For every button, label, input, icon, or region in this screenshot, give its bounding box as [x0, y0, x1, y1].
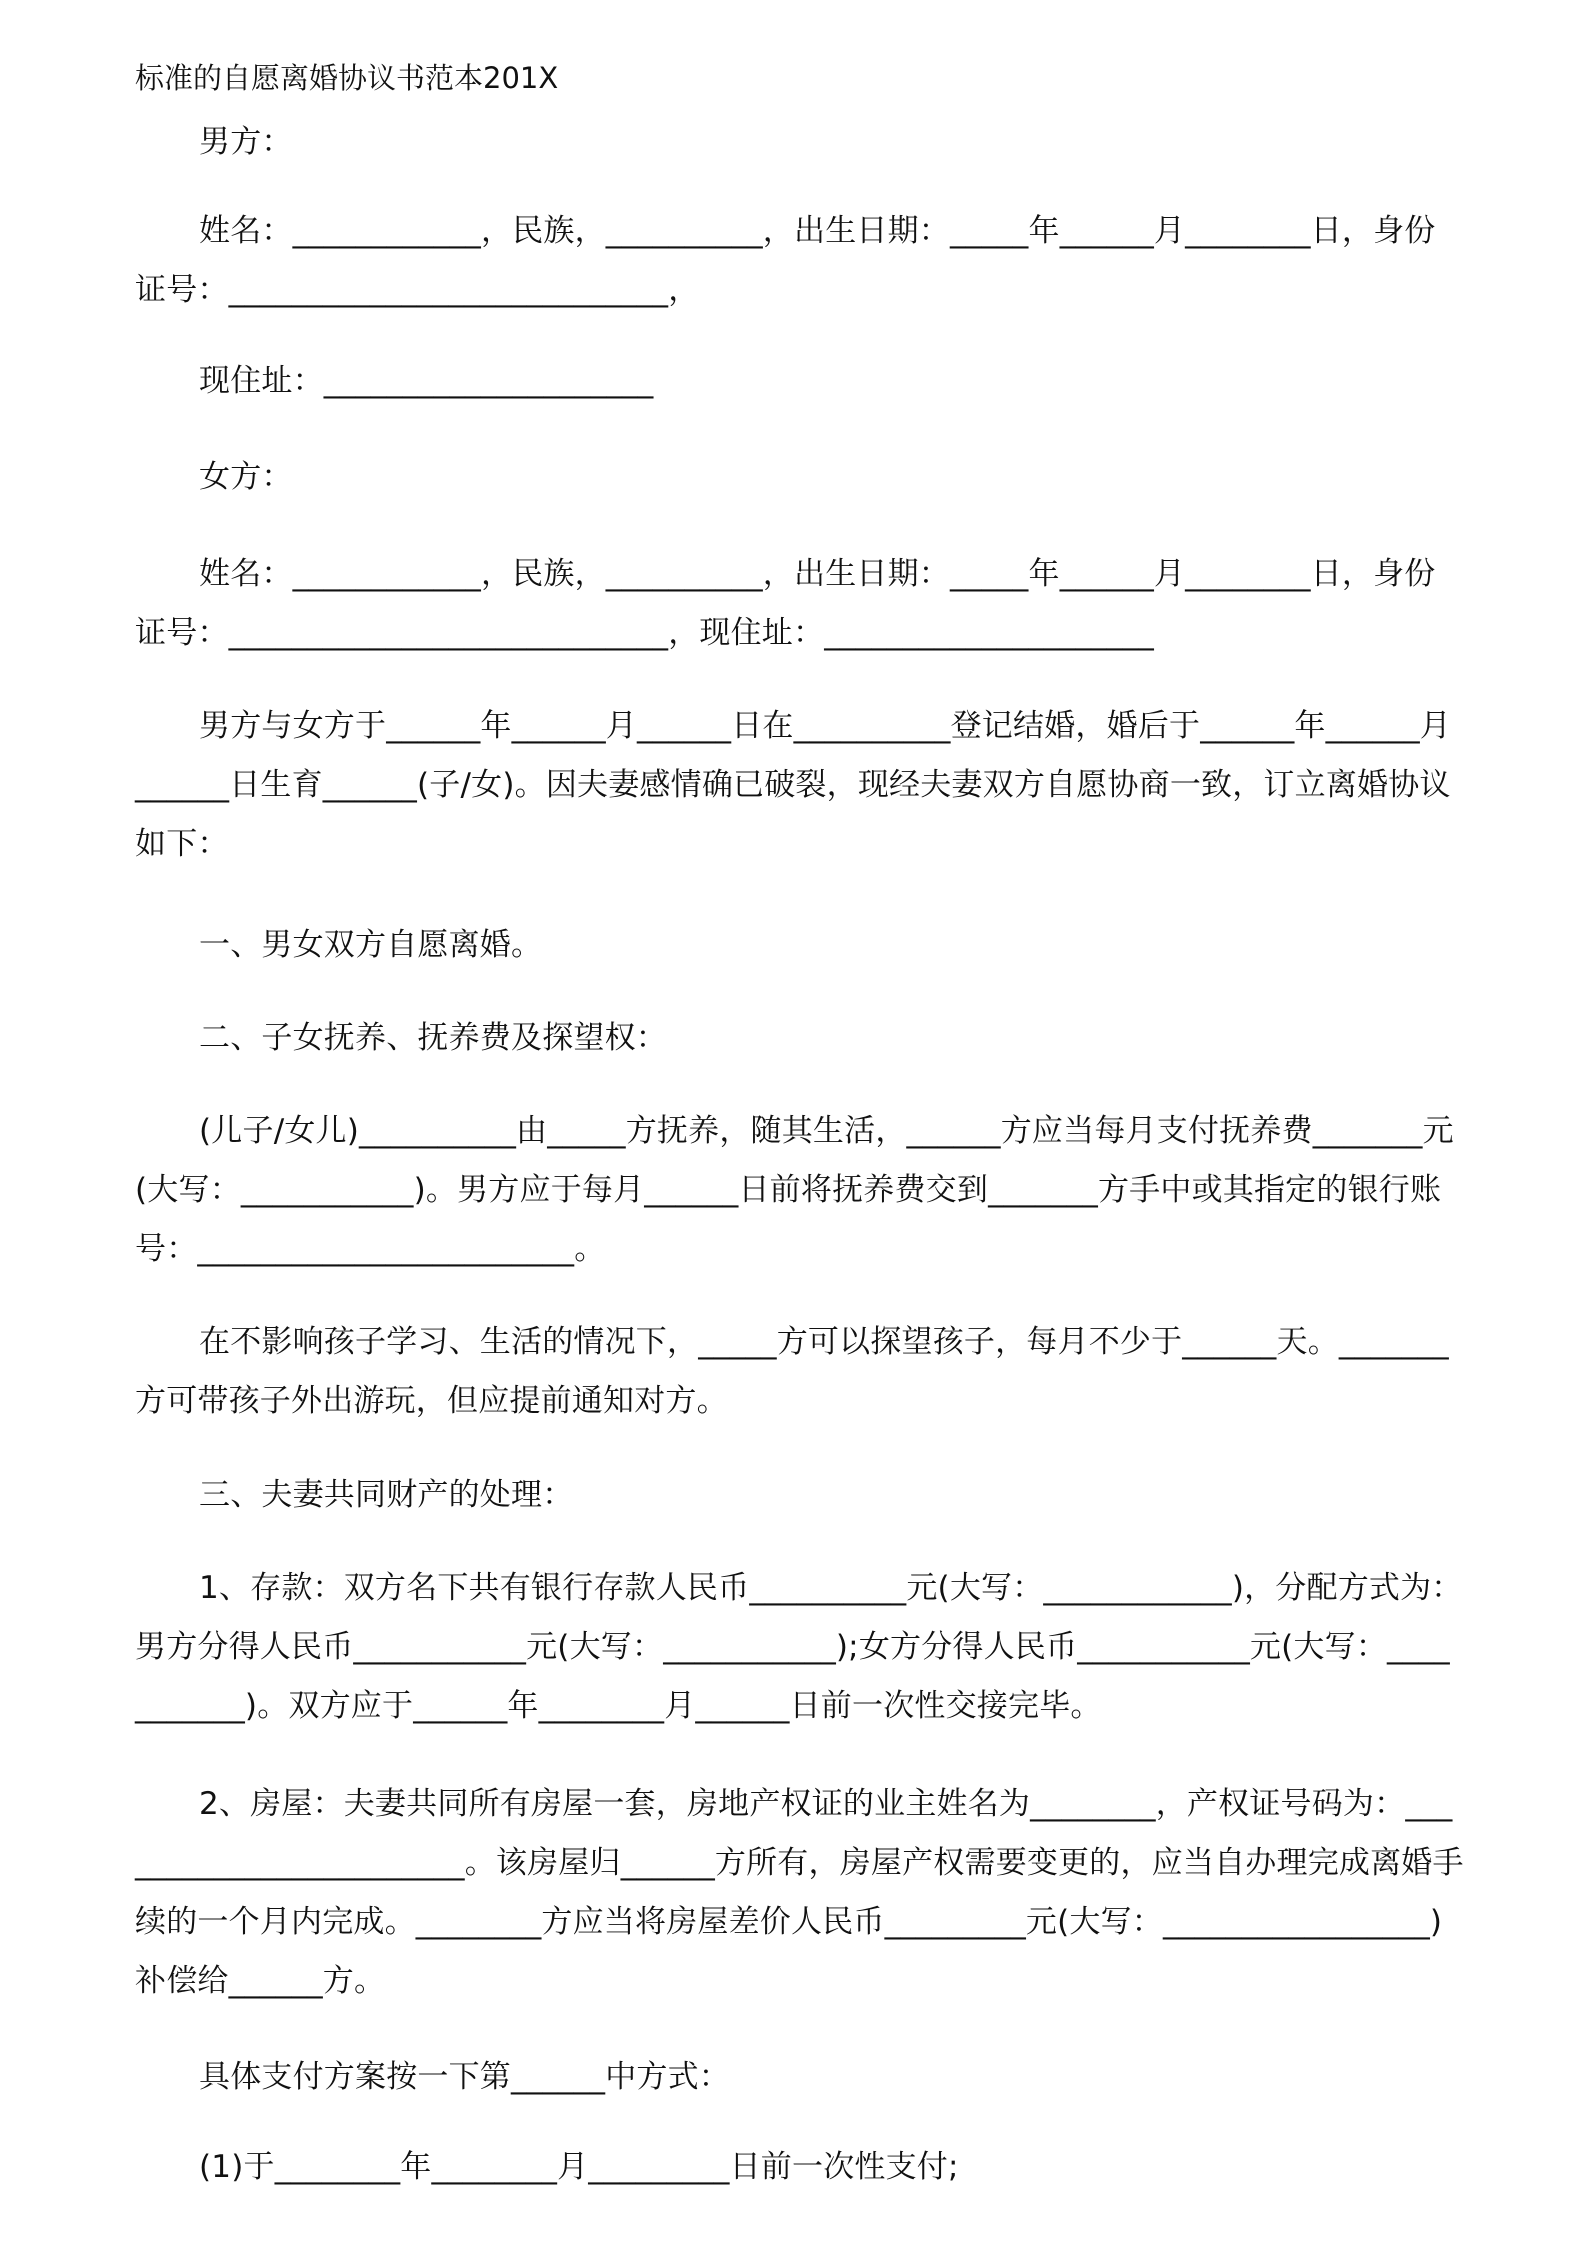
child-custody: (儿子/女儿)__________由_____方抚养，随其生活，______方应当每月支付抚养费_______元(大写：___________)。男方应于每月______日前将抚养费交到_______方手中或其指定的银行账号：________________________。: [135, 1113, 1454, 1267]
payment-option-1: (1)于________年________月_________日前一次性支付;: [199, 2149, 959, 2185]
male-address: 现住址：_____________________: [199, 363, 654, 399]
clause-2-heading: 二、子女抚养、抚养费及探望权：: [199, 1020, 667, 1056]
document-title: 标准的自愿离婚协议书范本201X: [135, 61, 559, 95]
payment-scheme: 具体支付方案按一下第______中方式：: [199, 2059, 730, 2095]
house-division: 2、房屋：夫妻共同所有房屋一套，房地产权证的业主姓名为________，产权证号码为：________________________。该房屋归______方所有，房屋产权需要变更的，应当自办理完成离婚手续的一个月内完成。________方应当将房屋差价人民币_________元(大写：_________________)补偿给______方。: [135, 1786, 1464, 1999]
marriage-statement: 男方与女方于______年______月______日在__________登记结婚，婚后于______年______月______日生育______(子/女)。因夫妻感情确已破裂，现经夫妻双方自愿协商一致，订立离婚协议如下：: [135, 708, 1451, 862]
clause-3-heading: 三、夫妻共同财产的处理：: [199, 1477, 574, 1513]
female-party-info: 姓名：____________，民族，__________，出生日期：_____年______月________日，身份证号：____________________________，现住址：_____________________: [135, 556, 1436, 651]
visitation-rights: 在不影响孩子学习、生活的情况下，_____方可以探望孩子，每月不少于______天。_______方可带孩子外出游玩，但应提前通知对方。: [135, 1324, 1449, 1419]
savings-division: 1、存款：双方名下共有银行存款人民币__________元(大写：____________)，分配方式为：男方分得人民币___________元(大写：___________);女方分得人民币___________元(大写：___________)。双方应于______年________月______日前一次性交接完毕。: [135, 1570, 1463, 1724]
clause-1: 一、男女双方自愿离婚。: [199, 927, 543, 963]
female-party-heading: 女方：: [199, 459, 293, 495]
male-party-heading: 男方：: [199, 124, 293, 160]
male-party-info: 姓名：____________，民族，__________，出生日期：_____年______月________日，身份证号：____________________________，: [135, 213, 1436, 308]
